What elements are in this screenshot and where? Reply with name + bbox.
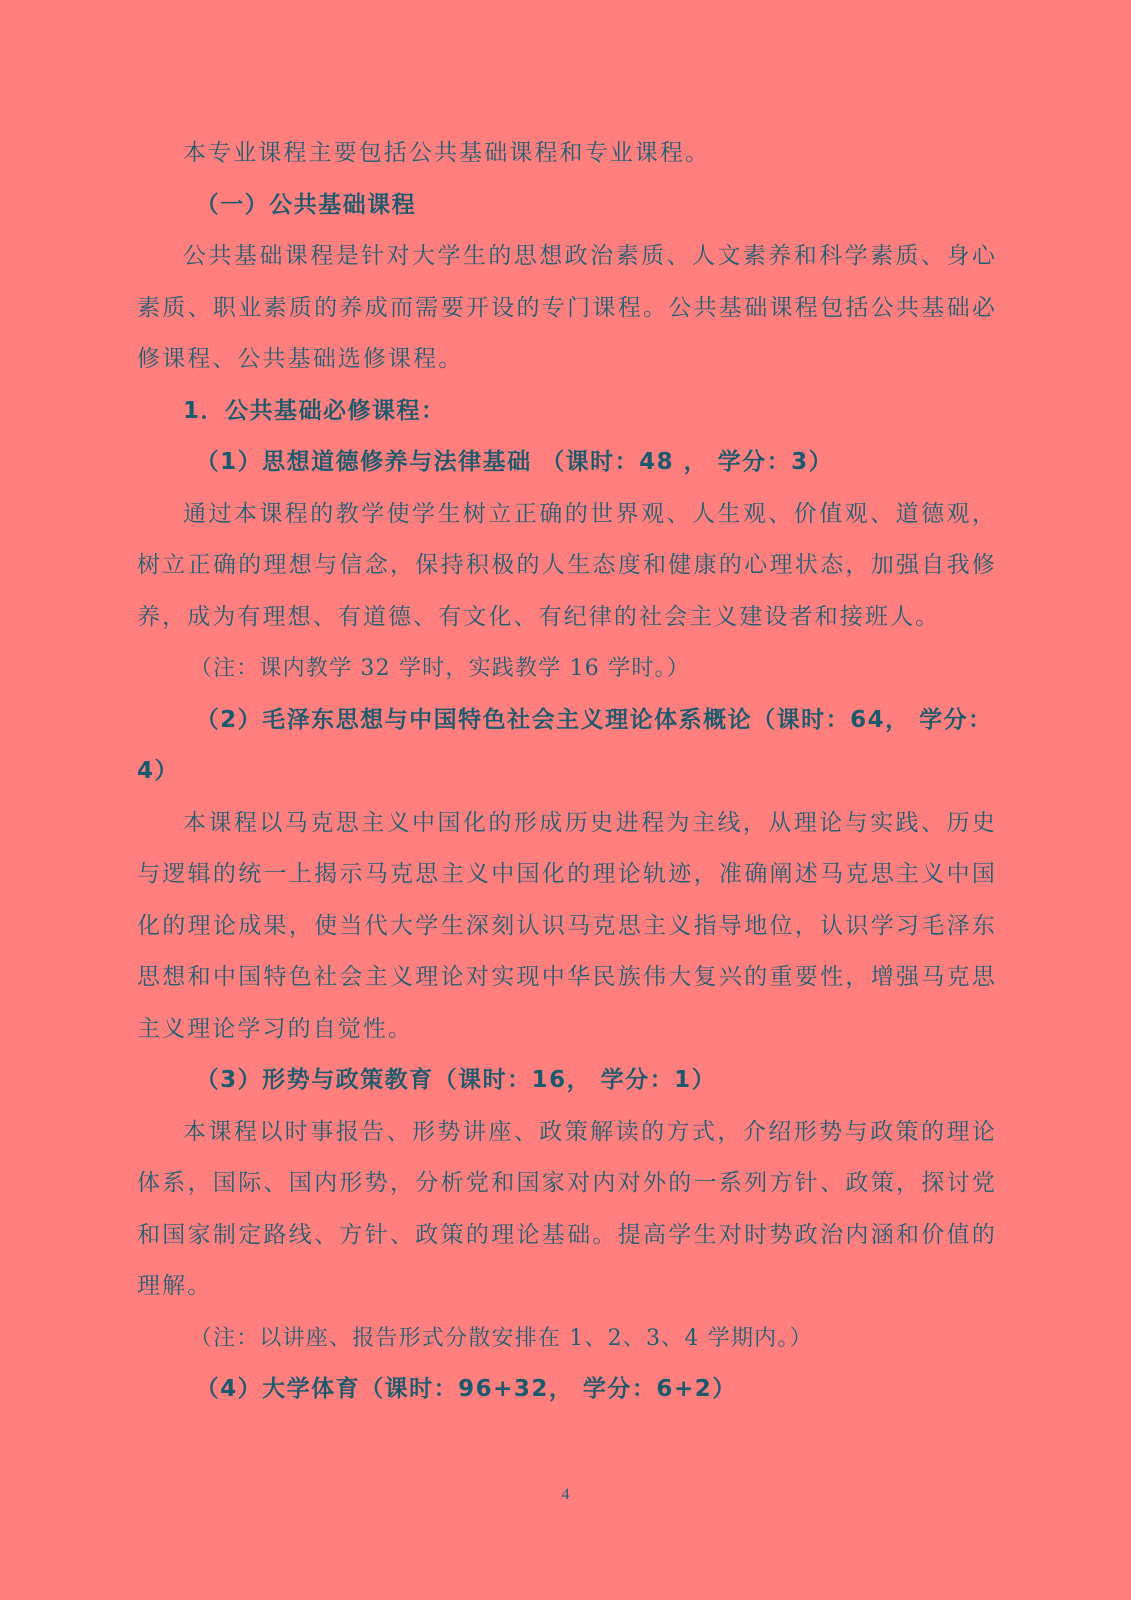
course-note-3: （注：以讲座、报告形式分散安排在 1、2、3、4 学期内。） [189,1325,813,1351]
course-heading-2: （2）毛泽东思想与中国特色社会主义理论体系概论（课时：64， 学分：4） [137,706,993,784]
section-heading-public-courses: （一）公共基础课程 [195,191,417,218]
course-heading-4: （4）大学体育（课时：96+32， 学分：6+2） [195,1376,737,1402]
course-description-3: 本课程以时事报告、形势讲座、政策解读的方式，介绍形势与政策的理论体系，国际、国内形势，分析党和国家对内对外的一系列方针、政策，探讨党和国家制定路线、方针、政策的理论基础。提高学生对时势政治内涵和价值的理解。 [137,1118,997,1299]
course-description-2: 本课程以马克思主义中国化的形成历史进程为主线，从理论与实践、历史与逻辑的统一上揭示马克思主义中国化的理论轨迹，准确阐述马克思主义中国化的理论成果，使当代大学生深刻认识马克思主义指导地位，认识学习毛泽东思想和中国特色社会主义理论对实现中华民族伟大复兴的重要性，增强马克思主义理论学习的自觉性。 [137,809,997,1042]
page-number: 4 [561,1486,570,1503]
page-body [137,128,997,1416]
section-description: 公共基础课程是针对大学生的思想政治素质、人文素养和科学素质、身心素质、职业素质的养成而需要开设的专门课程。公共基础课程包括公共基础必修课程、公共基础选修课程。 [137,243,997,372]
course-heading-1: （1）思想道德修养与法律基础 （课时：48 ， 学分：3） [195,449,834,475]
subsection-heading-required-courses: 1．公共基础必修课程： [183,397,446,424]
course-heading-3: （3）形势与政策教育（课时：16， 学分：1） [195,1067,717,1093]
course-note-1: （注：课内教学 32 学时，实践教学 16 学时。） [189,656,690,681]
intro-paragraph: 本专业课程主要包括公共基础课程和专业课程。 [183,140,711,166]
course-description-1: 通过本课程的教学使学生树立正确的世界观、人生观、价值观、道德观，树立正确的理想与信念，保持积极的人生态度和健康的心理状态，加强自我修养，成为有理想、有道德、有文化、有纪律的社会主义建设者和接班人。 [137,500,997,630]
